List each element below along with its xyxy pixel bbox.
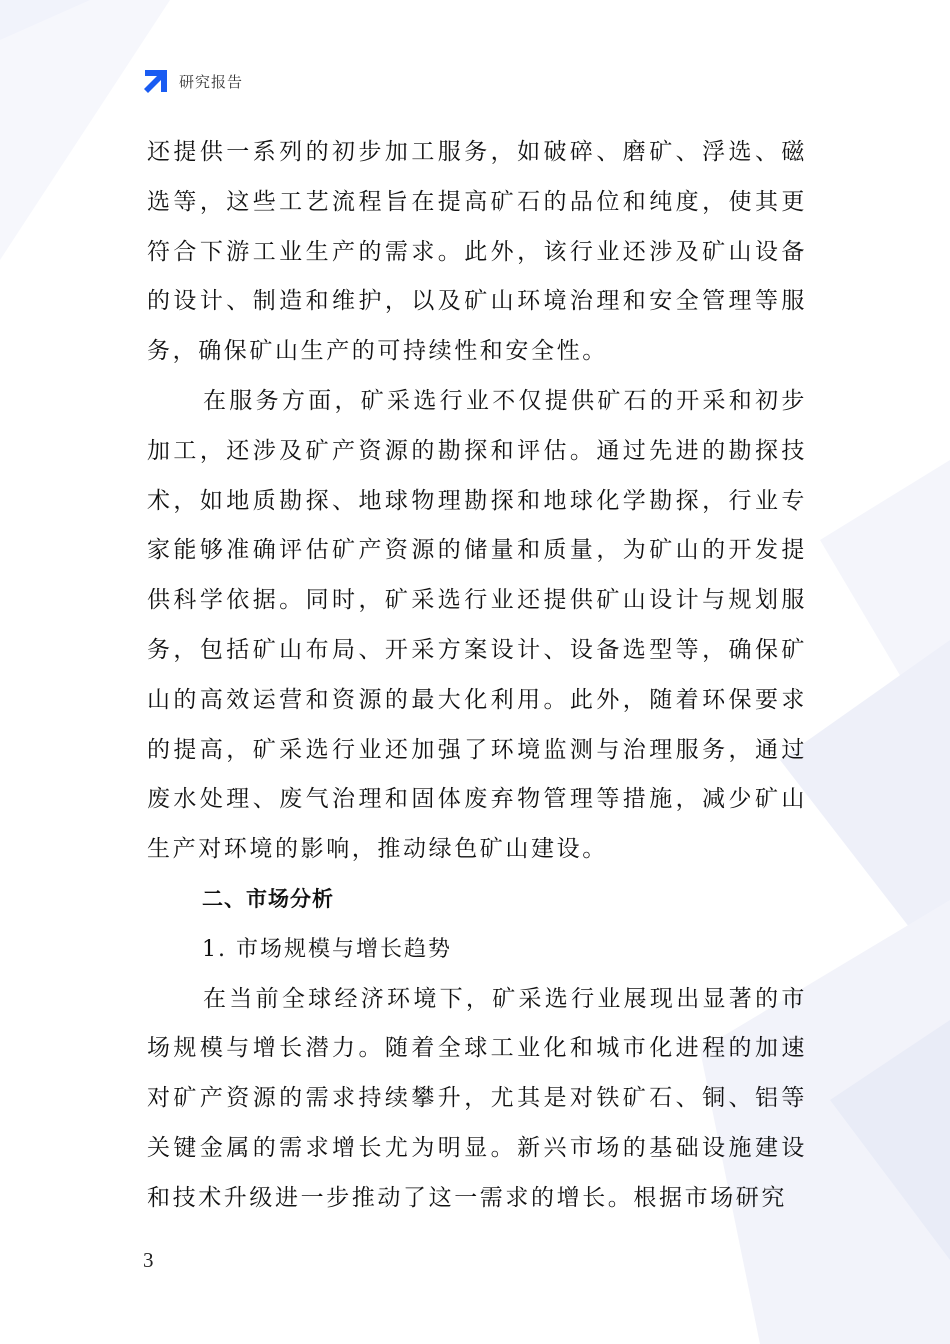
document-body [147,128,807,1224]
page-number: 3 [143,1248,154,1272]
report-header [143,68,243,94]
body-paragraph: 还提供一系列的初步加工服务，如破碎、磨矿、浮选、磁选等，这些工艺流程旨在提高矿石的品位和纯度，使其更符合下游工业生产的需求。此外，该行业还涉及矿山设备的设计、制造和维护，以及矿山环境治理和安全管理等服务，确保矿山生产的可持续性和安全性。 [147,139,807,365]
section-heading: 二、市场分析 [202,886,334,911]
brand-label: 研究报告 [179,72,244,91]
subsection-heading: 1. 市场规模与增长趋势 [202,936,452,962]
arrow-up-right-icon [143,68,169,94]
body-paragraph: 在当前全球经济环境下，矿采选行业展现出显著的市场规模与增长潜力。随着全球工业化和城市化进程的加速对矿产资源的需求持续攀升，尤其是对铁矿石、铜、铝等关键金属的需求增长尤为明显。新兴市场的基础设施建设和技术升级进一步推动了这一需求的增长。根据市场研究 [147,985,807,1211]
body-paragraph: 在服务方面，矿采选行业不仅提供矿石的开采和初步加工，还涉及矿产资源的勘探和评估。通过先进的勘探技术，如地质勘探、地球物理勘探和地球化学勘探，行业专家能够准确评估矿产资源的储量和质量，为矿山的开发提供科学依据。同时，矿采选行业还提供矿山设计与规划服务，包括矿山布局、开采方案设计、设备选型等，确保矿山的高效运营和资源的最大化利用。此外，随着环保要求的提高，矿采选行业还加强了环境监测与治理服务，通过废水处理、废气治理和固体废弃物管理等措施，减少矿山生产对环境的影响，推动绿色矿山建设。 [147,387,807,863]
